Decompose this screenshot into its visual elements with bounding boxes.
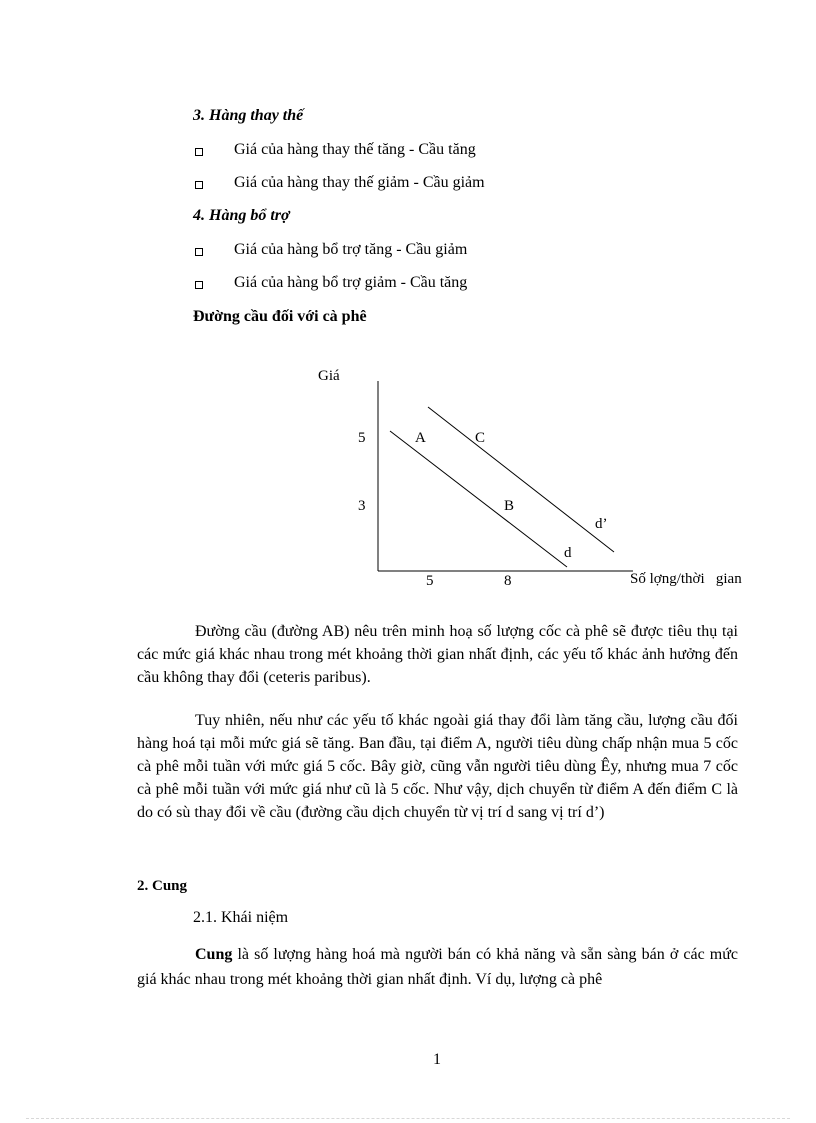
y-tick-label: 5 [358, 430, 366, 446]
term-cung: Cung [195, 946, 233, 963]
chart-title: Đường cầu đối với cà phê [193, 308, 367, 325]
x-tick-label: 8 [504, 573, 512, 589]
y-axis-label: Giá [318, 368, 340, 384]
list-item: Giá của hàng thay thế tăng - Cầu tăng [234, 141, 476, 158]
y-tick-label: 3 [358, 498, 366, 514]
list-item: Giá của hàng bổ trợ tăng - Cầu giảm [234, 241, 468, 258]
bullet-box-icon [195, 281, 203, 289]
heading-supply: 2. Cung [137, 878, 188, 894]
x-tick-label: 5 [426, 573, 434, 589]
demand-curve-d-prime [428, 407, 614, 552]
point-label-A: A [415, 430, 426, 446]
demand-chart [0, 355, 816, 655]
definition-text: là số lượng hàng hoá mà người bán có khả năng và sẵn sàng bán ở các mức giá khác nhau trong mét khoảng thời gian nhất định. Ví dụ, lượng cà phê [137, 946, 738, 988]
point-label-B: B [504, 498, 515, 514]
bullet-box-icon [195, 148, 203, 156]
bullet-box-icon [195, 248, 203, 256]
curve-label-d: d [564, 545, 572, 561]
demand-curve-d [390, 431, 567, 567]
paragraph-supply-definition [137, 942, 738, 992]
page-divider [26, 1118, 790, 1119]
curve-label-d-prime: d’ [595, 516, 608, 532]
x-axis-label: Số lợng/thời gian [630, 571, 742, 587]
point-label-C: C [475, 430, 486, 446]
heading-complements: 4. Hàng bổ trợ [193, 207, 290, 224]
paragraph-2: Tuy nhiên, nếu như các yếu tố khác ngoài giá thay đổi làm tăng cầu, lượng cầu đối hàng hoá tại mỗi mức giá sẽ tăng. Ban đầu, tại điểm A, người tiêu dùng chấp nhận mua 5 cốc cà phê mỗi tuần với mức giá 5 cốc. Bây giờ, cũng vẫn người tiêu dùng Êy, nhưng mua 7 cốc cà phê mỗi tuần với mức giá như cũ là 5 cốc. Như vậy, dịch chuyển từ điểm A đến điểm C là do có sù thay đổi về cầu (đường cầu dịch chuyển từ vị trí d sang vị trí d’) [137, 712, 738, 821]
paragraph-1: Đường cầu (đường AB) nêu trên minh hoạ số lượng cốc cà phê sẽ được tiêu thụ tại các mức giá khác nhau trong mét khoảng thời gian nhất định, các yếu tố khác ảnh hưởng đến cầu không thay đổi (ceteris paribus). [137, 623, 738, 686]
list-item: Giá của hàng bổ trợ giảm - Cầu tăng [234, 274, 468, 291]
list-item: Giá của hàng thay thế giảm - Cầu giảm [234, 174, 485, 191]
subheading-concept: 2.1. Khái niệm [193, 909, 289, 926]
page-number: 1 [433, 1051, 441, 1068]
heading-substitutes: 3. Hàng thay thế [193, 107, 304, 124]
bullet-box-icon [195, 181, 203, 189]
